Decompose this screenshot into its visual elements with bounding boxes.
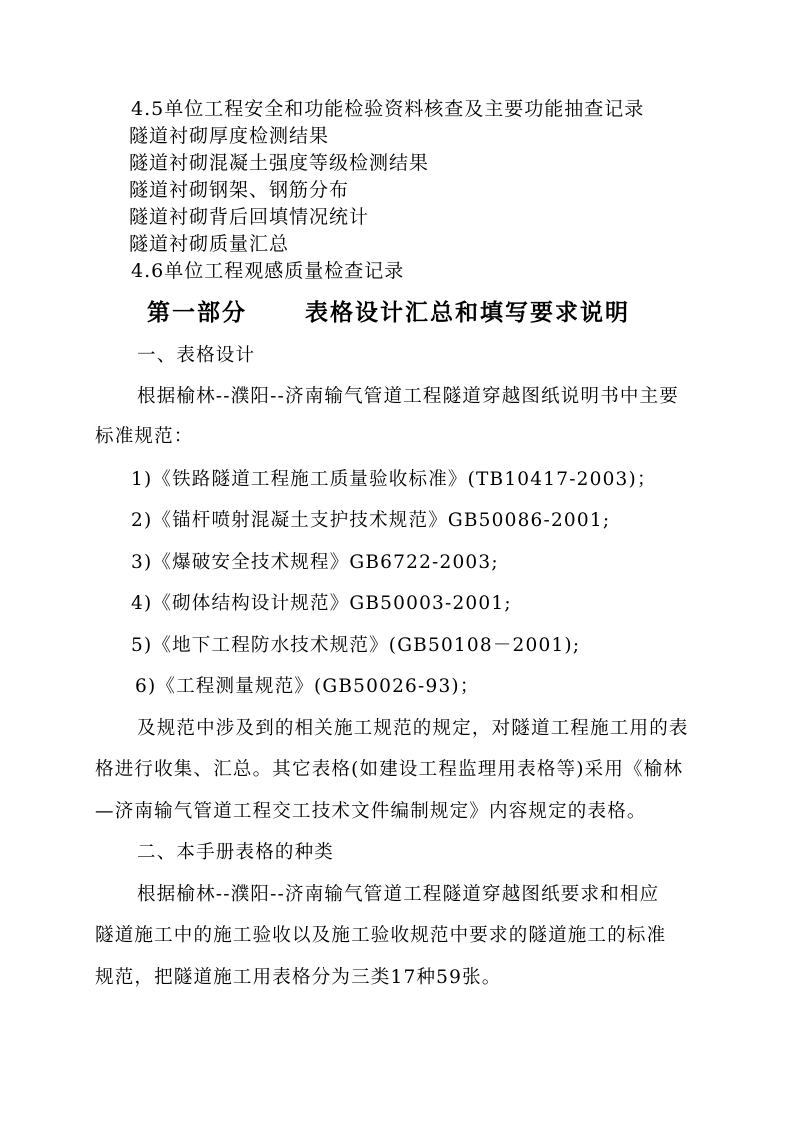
section1-intro: 标准规范： — [95, 426, 194, 447]
standard-item: 3)《爆破安全技术规程》GB6722-2003; — [131, 552, 499, 573]
standard-item: 4)《砌体结构设计规范》GB50003-2001; — [131, 593, 512, 614]
toc-item: 4.5单位工程安全和功能检验资料核查及主要功能抽查记录 — [131, 98, 645, 120]
toc-item: 隧道衬砌厚度检测结果 — [129, 125, 330, 147]
section2-paragraph: 隧道施工中的施工验收以及施工验收规范中要求的隧道施工的标准 — [95, 925, 667, 946]
toc-item: 隧道衬砌混凝土强度等级检测结果 — [129, 152, 430, 174]
toc-item: 4.6单位工程观感质量检查记录 — [131, 260, 405, 282]
section1-paragraph: 及规范中涉及到的相关施工规范的规定，对隧道工程施工用的表 — [137, 718, 689, 739]
toc-item: 隧道衬砌背后回填情况统计 — [129, 206, 370, 228]
section2-heading: 二、本手册表格的种类 — [137, 842, 335, 863]
section1-paragraph: 格进行收集、汇总。其它表格(如建设工程监理用表格等)采用《榆林 — [95, 759, 684, 780]
section1-intro: 根据榆林--濮阳--济南输气管道工程隧道穿越图纸说明书中主要 — [137, 386, 680, 407]
standard-item: 1)《铁路隧道工程施工质量验收标准》(TB10417-2003)； — [131, 469, 657, 490]
toc-item: 隧道衬砌质量汇总 — [129, 233, 290, 255]
part-title — [147, 298, 630, 328]
toc-item: 隧道衬砌钢架、钢筋分布 — [129, 179, 350, 201]
standard-item: 2)《锚杆喷射混凝土支护技术规范》GB50086-2001; — [131, 510, 611, 531]
part-title-right: 表格设计汇总和填写要求说明 — [305, 299, 630, 326]
standard-item: 6)《工程测量规范》(GB50026-93)； — [135, 676, 480, 697]
section1-heading: 一、表格设计 — [137, 345, 256, 366]
section2-paragraph: 规范，把隧道施工用表格分为三类17种59张。 — [95, 967, 502, 988]
section1-paragraph: —济南输气管道工程交工技术文件编制规定》内容规定的表格。 — [95, 801, 647, 822]
section2-paragraph: 根据榆林--濮阳--济南输气管道工程隧道穿越图纸要求和相应 — [137, 884, 660, 905]
standard-item: 5)《地下工程防水技术规范》(GB50108－2001); — [131, 635, 581, 656]
part-title-left: 第一部分 — [147, 299, 247, 326]
